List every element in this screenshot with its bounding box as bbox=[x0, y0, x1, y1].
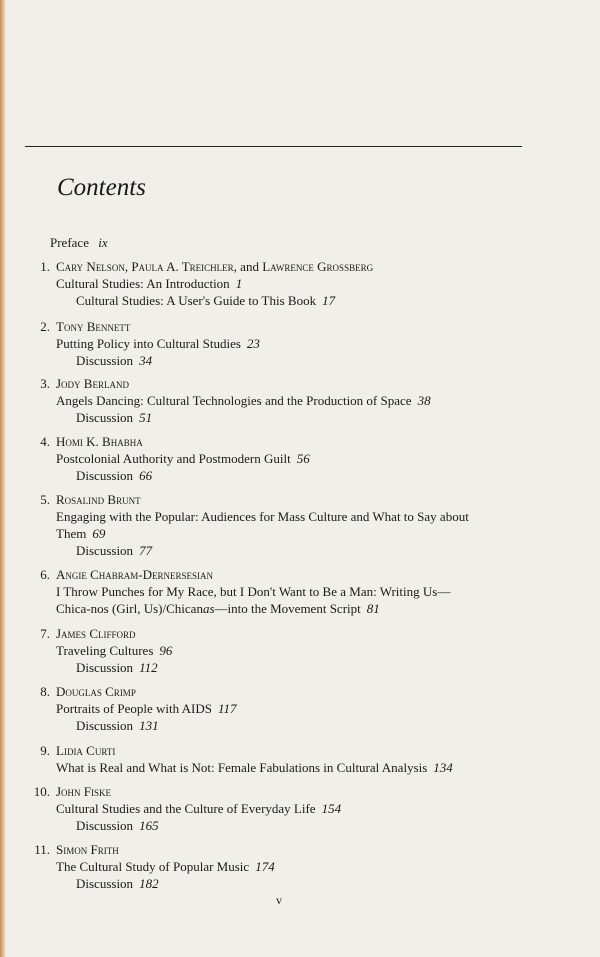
entry-author: Lidia Curti bbox=[56, 743, 116, 758]
entry-page: 134 bbox=[433, 760, 453, 775]
entry-page: 69 bbox=[92, 526, 106, 541]
entry-page: 38 bbox=[417, 393, 431, 408]
entry-number: 8. bbox=[40, 684, 50, 699]
entry-title: What is Real and What is Not: Female Fabulations in Cultural Analysis bbox=[56, 760, 428, 775]
discussion-label: Discussion bbox=[76, 818, 134, 833]
entry-title: I Throw Punches for My Race, but I Don't Want to Be a Man: Writing Us— bbox=[56, 584, 451, 599]
page-edge bbox=[0, 0, 6, 957]
entry-author: Jody Berland bbox=[56, 376, 129, 391]
preface-page: ix bbox=[98, 235, 108, 250]
entry-number: 7. bbox=[40, 626, 50, 641]
discussion-label: Discussion bbox=[76, 410, 134, 425]
entry-page: 117 bbox=[218, 701, 237, 716]
entry-number: 1. bbox=[40, 259, 50, 274]
discussion-page: 131 bbox=[139, 718, 159, 733]
entry-author: James Clifford bbox=[56, 626, 136, 641]
entry-author: Rosalind Brunt bbox=[56, 492, 141, 507]
preface-entry[interactable] bbox=[50, 235, 108, 251]
entry-page: 56 bbox=[296, 451, 310, 466]
discussion-page: 66 bbox=[139, 468, 153, 483]
entry-title-italic: as bbox=[202, 601, 215, 616]
toc-entry-8[interactable] bbox=[33, 683, 237, 734]
discussion-page: 34 bbox=[139, 353, 153, 368]
discussion-page: 77 bbox=[139, 543, 153, 558]
page-title: Contents bbox=[57, 174, 146, 201]
entry-title: Portraits of People with AIDS bbox=[56, 701, 212, 716]
header-rule bbox=[25, 146, 522, 147]
entry-page: 1 bbox=[235, 276, 243, 291]
entry-title: Engaging with the Popular: Audiences for Mass Culture and What to Say about bbox=[56, 509, 469, 524]
entry-subtitle-page: 17 bbox=[322, 293, 336, 308]
entry-title-line2: Chica-nos (Girl, Us)/Chican bbox=[56, 601, 203, 616]
entry-title: Cultural Studies: An Introduction bbox=[56, 276, 230, 291]
entry-title-cont: Them bbox=[56, 526, 87, 541]
discussion-label: Discussion bbox=[76, 353, 134, 368]
entry-author: Homi K. Bhabha bbox=[56, 434, 143, 449]
toc-entry-11[interactable] bbox=[33, 841, 275, 892]
toc-entry-6[interactable] bbox=[33, 566, 450, 617]
entry-title: Traveling Cultures bbox=[56, 643, 154, 658]
toc-entry-5[interactable] bbox=[33, 491, 469, 559]
entry-author: Cary Nelson, Paula A. Treichler, bbox=[56, 259, 237, 274]
entry-page: 154 bbox=[321, 801, 342, 816]
preface-label: Preface bbox=[50, 235, 89, 250]
entry-number: 10. bbox=[33, 784, 50, 799]
toc-entry-7[interactable] bbox=[33, 625, 172, 676]
discussion-label: Discussion bbox=[76, 543, 134, 558]
entry-title: Angels Dancing: Cultural Technologies and the Production of Space bbox=[56, 393, 412, 408]
toc-entry-4[interactable] bbox=[33, 433, 310, 484]
entry-author-2: Lawrence Grossberg bbox=[262, 259, 374, 274]
entry-title: The Cultural Study of Popular Music bbox=[56, 859, 250, 874]
entry-page: 174 bbox=[255, 859, 275, 874]
discussion-label: Discussion bbox=[76, 876, 134, 891]
toc-entry-1[interactable] bbox=[33, 258, 373, 309]
entry-title: Cultural Studies and the Culture of Everyday Life bbox=[56, 801, 316, 816]
discussion-label: Discussion bbox=[76, 468, 134, 483]
entry-number: 2. bbox=[40, 319, 50, 334]
discussion-page: 51 bbox=[139, 410, 153, 425]
toc-entry-9[interactable] bbox=[33, 742, 453, 776]
author-conjunction: and bbox=[236, 259, 263, 274]
entry-author: Simon Frith bbox=[56, 842, 119, 857]
toc-entry-2[interactable] bbox=[33, 318, 260, 369]
entry-number: 11. bbox=[34, 842, 50, 857]
discussion-page: 112 bbox=[139, 660, 158, 675]
discussion-label: Discussion bbox=[76, 718, 134, 733]
entry-page: 81 bbox=[366, 601, 380, 616]
entry-number: 9. bbox=[40, 743, 50, 758]
toc-entry-3[interactable] bbox=[33, 375, 431, 426]
entry-title: Postcolonial Authority and Postmodern Guilt bbox=[56, 451, 291, 466]
entry-page: 96 bbox=[159, 643, 173, 658]
entry-author: Angie Chabram-Dernersesian bbox=[56, 567, 214, 582]
entry-number: 4. bbox=[40, 434, 50, 449]
entry-author: John Fiske bbox=[56, 784, 112, 799]
entry-title-line2-end: —into the Movement Script bbox=[214, 601, 361, 616]
discussion-page: 182 bbox=[139, 876, 159, 891]
entry-title: Putting Policy into Cultural Studies bbox=[56, 336, 241, 351]
entry-subtitle: Cultural Studies: A User's Guide to This Book bbox=[76, 293, 317, 308]
discussion-page: 165 bbox=[139, 818, 159, 833]
entry-page: 23 bbox=[246, 336, 260, 351]
discussion-label: Discussion bbox=[76, 660, 134, 675]
page-number: v bbox=[276, 893, 282, 907]
entry-number: 3. bbox=[40, 376, 50, 391]
toc-entry-10[interactable] bbox=[33, 783, 341, 834]
entry-author: Douglas Crimp bbox=[56, 684, 136, 699]
entry-number: 6. bbox=[40, 567, 50, 582]
entry-author: Tony Bennett bbox=[56, 319, 131, 334]
entry-number: 5. bbox=[40, 492, 50, 507]
